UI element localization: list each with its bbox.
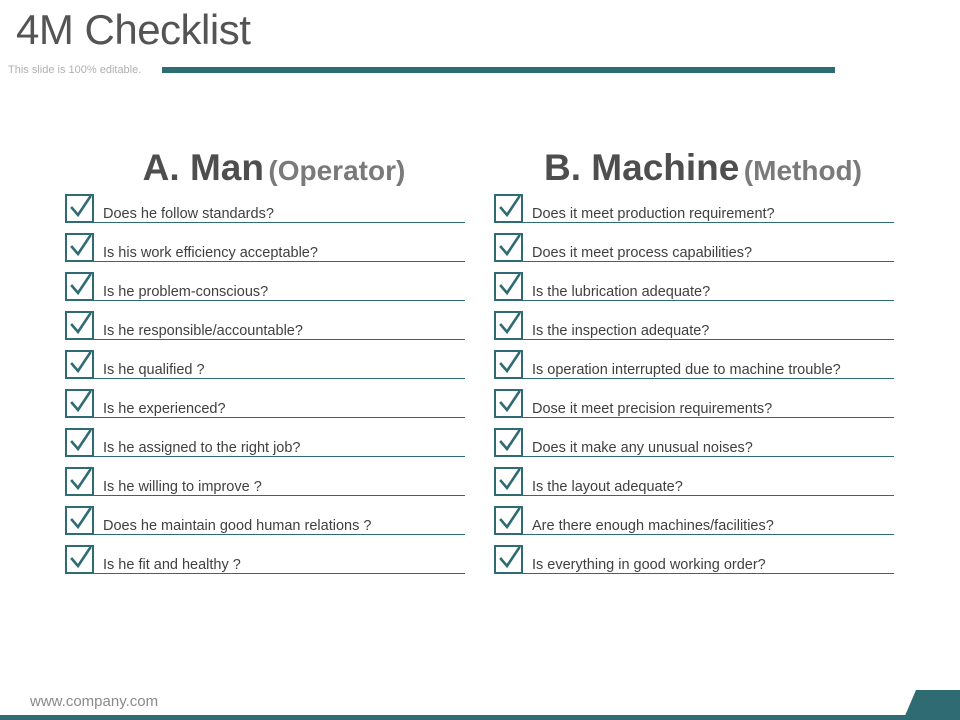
checklist-item-text: Dose it meet precision requirements? (532, 401, 773, 417)
checkmark-icon (69, 272, 93, 298)
checklist-item-text: Are there enough machines/facilities? (532, 518, 774, 534)
checkmark-icon (69, 467, 93, 493)
item-underline (89, 261, 465, 262)
checklist-item (63, 506, 465, 545)
man-column-heading (63, 148, 465, 188)
checklist-item (63, 389, 465, 428)
checklist-item (492, 272, 894, 311)
checkbox[interactable] (65, 545, 94, 574)
checkmark-icon (498, 467, 522, 493)
checkmark-icon (69, 194, 93, 220)
checklist-item (63, 545, 465, 584)
checkmark-icon (498, 389, 522, 415)
checkbox[interactable] (494, 506, 523, 535)
checkmark-icon (69, 545, 93, 571)
checkbox[interactable] (494, 194, 523, 223)
checkbox[interactable] (494, 428, 523, 457)
item-underline (518, 417, 894, 418)
checklist-item (492, 506, 894, 545)
man-checklist (63, 194, 465, 584)
footer-corner-tab (904, 690, 960, 718)
checklist-item-text: Does he maintain good human relations ? (103, 518, 372, 534)
checkbox[interactable] (494, 545, 523, 574)
checkmark-icon (69, 428, 93, 454)
item-underline (89, 495, 465, 496)
item-underline (518, 300, 894, 301)
checkbox[interactable] (494, 350, 523, 379)
checkmark-icon (498, 272, 522, 298)
item-underline (518, 378, 894, 379)
checklist-item-text: Is he fit and healthy ? (103, 557, 241, 573)
checkbox[interactable] (494, 272, 523, 301)
item-underline (89, 534, 465, 535)
checklist-item-text: Is he qualified ? (103, 362, 205, 378)
machine-subheading: (Method) (743, 155, 862, 186)
checklist-item (492, 545, 894, 584)
checkmark-icon (498, 194, 522, 220)
checklist-item-text: Is he problem-conscious? (103, 284, 269, 300)
checklist-item (63, 428, 465, 467)
checkmark-icon (498, 311, 522, 337)
footer-bar (0, 715, 960, 720)
checkmark-icon (498, 506, 522, 532)
checkmark-icon (498, 428, 522, 454)
checkmark-icon (69, 311, 93, 337)
man-column (63, 148, 465, 584)
checklist-item (63, 467, 465, 506)
checklist-item (492, 194, 894, 233)
checklist-item (63, 311, 465, 350)
checkbox[interactable] (65, 467, 94, 496)
checkbox[interactable] (65, 311, 94, 340)
checklist-item (492, 233, 894, 272)
checkbox[interactable] (494, 311, 523, 340)
man-heading: A. Man (142, 147, 264, 188)
slide-subtitle: This slide is 100% editable. (8, 64, 142, 76)
checkmark-icon (498, 350, 522, 376)
checkbox[interactable] (65, 389, 94, 418)
item-underline (89, 339, 465, 340)
checklist-item-text: Is his work efficiency acceptable? (103, 245, 318, 261)
checklist-item-text: Is he willing to improve ? (103, 479, 262, 495)
checklist-item (63, 233, 465, 272)
checklist-item-text: Is the inspection adequate? (532, 323, 710, 339)
item-underline (518, 222, 894, 223)
machine-heading: B. Machine (544, 147, 740, 188)
checkmark-icon (498, 545, 522, 571)
checklist-item (492, 428, 894, 467)
checklist-item-text: Is the layout adequate? (532, 479, 683, 495)
item-underline (518, 534, 894, 535)
checklist-item-text: Is he responsible/accountable? (103, 323, 303, 339)
checkbox[interactable] (494, 467, 523, 496)
checkbox[interactable] (65, 272, 94, 301)
checkmark-icon (69, 350, 93, 376)
item-underline (518, 339, 894, 340)
machine-column (492, 148, 894, 584)
checklist-item-text: Is the lubrication adequate? (532, 284, 711, 300)
item-underline (518, 261, 894, 262)
title-divider-bar (162, 67, 835, 73)
checklist-item (492, 350, 894, 389)
checkbox[interactable] (65, 350, 94, 379)
checklist-item-text: Is he assigned to the right job? (103, 440, 301, 456)
checkbox[interactable] (65, 194, 94, 223)
checklist-item-text: Does it meet process capabilities? (532, 245, 753, 261)
item-underline (518, 573, 894, 574)
checkbox[interactable] (494, 233, 523, 262)
footer-url: www.company.com (30, 693, 159, 710)
checklist-item-text: Is everything in good working order? (532, 557, 766, 573)
checkbox[interactable] (494, 389, 523, 418)
checkmark-icon (69, 389, 93, 415)
checkmark-icon (498, 233, 522, 259)
item-underline (89, 222, 465, 223)
checklist-item-text: Is operation interrupted due to machine trouble? (532, 362, 841, 378)
page-title: 4M Checklist (16, 6, 251, 53)
checklist-item (492, 467, 894, 506)
item-underline (518, 495, 894, 496)
item-underline (89, 573, 465, 574)
checkbox[interactable] (65, 428, 94, 457)
checkmark-icon (69, 233, 93, 259)
item-underline (89, 417, 465, 418)
checklist-item-text: Is he experienced? (103, 401, 226, 417)
man-subheading: (Operator) (268, 155, 406, 186)
checkbox[interactable] (65, 233, 94, 262)
checklist-item (63, 194, 465, 233)
checklist-item (63, 350, 465, 389)
checklist-item (63, 272, 465, 311)
item-underline (89, 456, 465, 457)
machine-column-heading (492, 148, 894, 188)
checklist-item-text: Does he follow standards? (103, 206, 274, 222)
machine-checklist (492, 194, 894, 584)
item-underline (89, 300, 465, 301)
checklist-item (492, 311, 894, 350)
checklist-item-text: Does it meet production requirement? (532, 206, 775, 222)
checklist-item (492, 389, 894, 428)
checkmark-icon (69, 506, 93, 532)
item-underline (89, 378, 465, 379)
checklist-item-text: Does it make any unusual noises? (532, 440, 753, 456)
checkbox[interactable] (65, 506, 94, 535)
item-underline (518, 456, 894, 457)
